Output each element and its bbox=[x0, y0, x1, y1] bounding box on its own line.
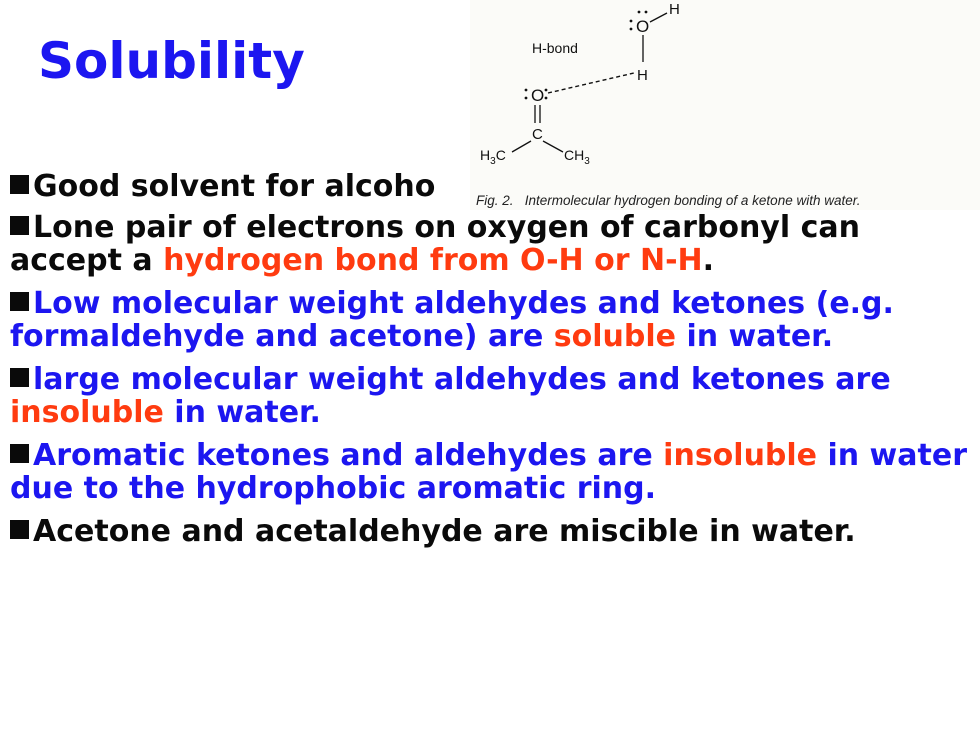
bullet-text: in water. bbox=[163, 395, 321, 430]
bullet-text: Low molecular weight aldehydes and ketones (e.g. formaldehyde and acetone) are bbox=[10, 286, 894, 354]
water-oxygen-label: O bbox=[636, 17, 650, 36]
lone-pair-dot bbox=[630, 28, 633, 31]
bullet-item-lone-pair bbox=[10, 211, 976, 277]
highlight-text: hydrogen bond from O-H or N-H bbox=[163, 243, 703, 278]
bullet-list bbox=[10, 170, 976, 558]
square-bullet-icon bbox=[10, 444, 29, 463]
bullet-text: Aromatic ketones and aldehydes are bbox=[33, 438, 664, 473]
bullet-item-aromatic bbox=[10, 439, 976, 505]
bullet-text: Good solvent for alcoho bbox=[33, 169, 436, 204]
right-methyl-bond bbox=[543, 141, 563, 152]
right-methyl-label: $CH_3$ bbox=[564, 147, 590, 167]
carbonyl-oxygen-label: O bbox=[531, 86, 545, 105]
square-bullet-icon bbox=[10, 175, 29, 194]
left-methyl-label: $H_3C$ bbox=[480, 147, 506, 167]
bullet-text: in water due to the hydrophobic aromatic ring. bbox=[10, 438, 968, 506]
square-bullet-icon bbox=[10, 292, 29, 311]
bullet-item-good-solvent bbox=[10, 170, 976, 203]
water-oh-bond bbox=[650, 13, 667, 22]
lone-pair-dot bbox=[545, 89, 548, 92]
hbond-label: H-bond bbox=[532, 40, 578, 56]
figure-caption-text: Intermolecular hydrogen bonding of a ketone with water. bbox=[524, 193, 861, 208]
bullet-text: . bbox=[702, 243, 715, 278]
bullet-text: Acetone and acetaldehyde are miscible in water. bbox=[33, 514, 856, 549]
hydrogen-bond-dashed-line bbox=[548, 73, 634, 93]
lone-pair-dot bbox=[545, 97, 548, 100]
lone-pair-dot bbox=[525, 89, 528, 92]
bullet-item-miscible bbox=[10, 515, 976, 548]
square-bullet-icon bbox=[10, 368, 29, 387]
square-bullet-icon bbox=[10, 216, 29, 235]
highlight-text: insoluble bbox=[663, 438, 818, 473]
slide-title: Solubility bbox=[38, 32, 305, 90]
water-hydrogen-label: H bbox=[669, 1, 680, 18]
figure-caption-number: Fig. 2. bbox=[476, 193, 514, 208]
carbon-label: C bbox=[532, 126, 543, 143]
lone-pair-dot bbox=[638, 11, 641, 14]
left-methyl-bond bbox=[512, 141, 531, 152]
square-bullet-icon bbox=[10, 520, 29, 539]
lone-pair-dot bbox=[525, 97, 528, 100]
highlight-text: insoluble bbox=[10, 395, 164, 430]
bullet-item-low-molecular-weight bbox=[10, 287, 976, 353]
lone-pair-dot bbox=[645, 11, 648, 14]
highlight-text: soluble bbox=[553, 319, 676, 354]
bullet-text: large molecular weight aldehydes and ketones are bbox=[33, 362, 891, 397]
water-hydrogen-bonded-label: H bbox=[637, 67, 648, 84]
lone-pair-dot bbox=[630, 20, 633, 23]
bullet-text: in water. bbox=[676, 319, 834, 354]
bullet-text: Lone pair of electrons on oxygen of carbonyl can accept a bbox=[10, 210, 860, 278]
bullet-item-large-molecular-weight bbox=[10, 363, 976, 429]
